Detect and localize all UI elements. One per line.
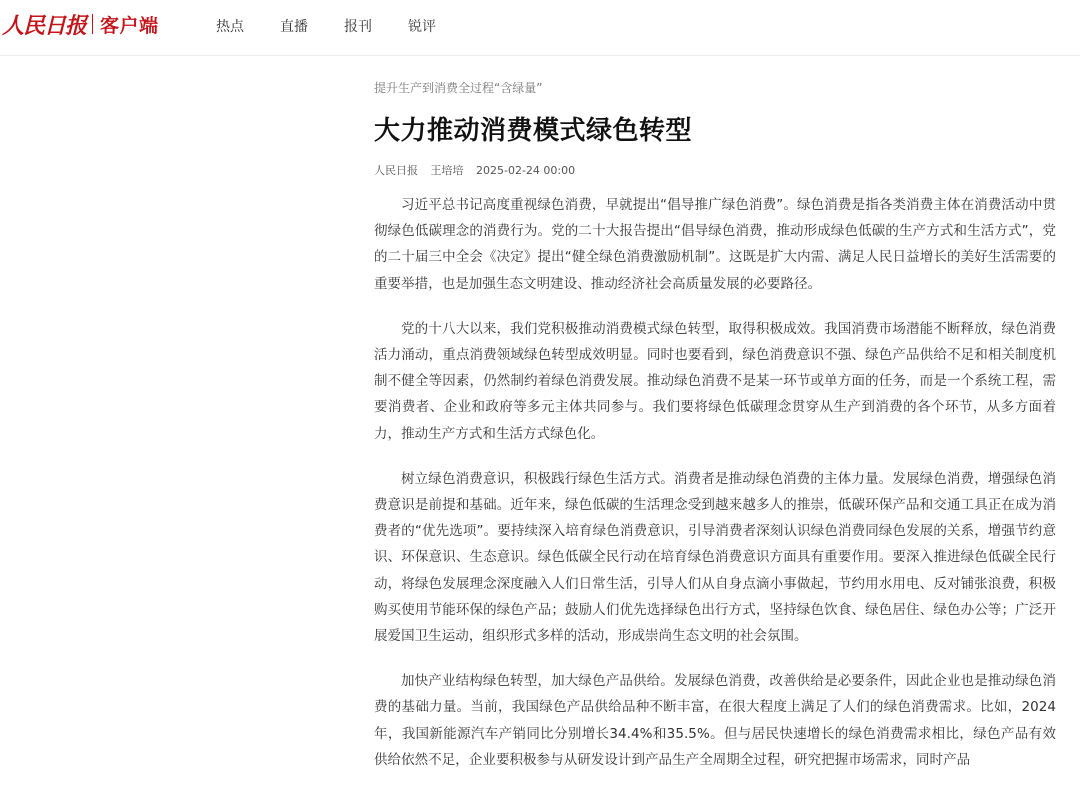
logo-brand: 人民日报 xyxy=(2,12,87,39)
nav-item-newspaper[interactable]: 报刊 xyxy=(344,19,372,35)
site-header xyxy=(0,0,1080,56)
nav-item-commentary[interactable]: 锐评 xyxy=(408,19,436,35)
article-body xyxy=(374,192,1056,773)
main-nav xyxy=(216,16,472,38)
site-logo[interactable] xyxy=(2,8,159,40)
logo-divider xyxy=(92,14,93,34)
article-title: 大力推动消费模式绿色转型 xyxy=(374,116,693,146)
article-date: 2025-02-24 00:00 xyxy=(476,164,576,177)
article-author: 王培培 xyxy=(430,164,464,177)
article-paragraph: 习近平总书记高度重视绿色消费，早就提出“倡导推广绿色消费”。绿色消费是指各类消费主体在消费活动中贯彻绿色低碳理念的消费行为。党的二十大报告提出“倡导绿色消费，推动形成绿色低碳的生产方式和生活方式”，党的二十届三中全会《决定》提出“健全绿色消费激励机制”。这既是扩大内需、满足人民日益增长的美好生活需要的重要举措，也是加强生态文明建设、推动经济社会高质量发展的必要路径。 xyxy=(374,197,1056,292)
nav-item-hot[interactable]: 热点 xyxy=(216,19,244,35)
article-meta xyxy=(374,162,1056,180)
article-paragraph: 党的十八大以来，我们党积极推动消费模式绿色转型，取得积极成效。我国消费市场潜能不断释放，绿色消费活力涌动，重点消费领域绿色转型成效明显。同时也要看到，绿色消费意识不强、绿色产品供给不足和相关制度机制不健全等因素，仍然制约着绿色消费发展。推动绿色消费不是某一环节或单方面的任务，而是一个系统工程，需要消费者、企业和政府等多元主体共同参与。我们要将绿色低碳理念贯穿从生产到消费的各个环节，从多方面着力，推动生产方式和生活方式绿色化。 xyxy=(374,320,1056,442)
article-source: 人民日报 xyxy=(374,164,418,177)
article-kicker: 提升生产到消费全过程“含绿量” xyxy=(374,81,543,95)
logo-suffix: 客户端 xyxy=(100,14,159,37)
nav-item-live[interactable]: 直播 xyxy=(280,19,308,35)
article-paragraph: 加快产业结构绿色转型，加大绿色产品供给。发展绿色消费，改善供给是必要条件，因此企业也是推动绿色消费的基础力量。当前，我国绿色产品供给品种不断丰富，在很大程度上满足了人们的绿色消费需求。比如，2024年，我国新能源汽车产销同比分别增长34.4%和35.5%。但与居民快速增长的绿色消费需求相比，绿色产品有效供给依然不足，企业要积极参与从研发设计到产品生产全周期全过程，研究把握市场需求，同时产品 xyxy=(374,673,1056,768)
article-paragraph: 树立绿色消费意识，积极践行绿色生活方式。消费者是推动绿色消费的主体力量。发展绿色消费，增强绿色消费意识是前提和基础。近年来，绿色低碳的生活理念受到越来越多人的推崇，低碳环保产品和交通工具正在成为消费者的“优先选项”。要持续深入培育绿色消费意识，引导消费者深刻认识绿色消费同绿色发展的关系，增强节约意识、环保意识、生态意识。绿色低碳全民行动在培育绿色消费意识方面具有重要作用。要深入推进绿色低碳全民行动，将绿色发展理念深度融入人们日常生活，引导人们从自身点滴小事做起，节约用水用电、反对铺张浪费，积极购买使用节能环保的绿色产品；鼓励人们优先选择绿色出行方式，坚持绿色饮食、绿色居住、绿色办公等；广泛开展爱国卫生运动，组织形式多样的活动，形成崇尚生态文明的社会氛围。 xyxy=(374,470,1056,645)
article xyxy=(374,78,1056,792)
